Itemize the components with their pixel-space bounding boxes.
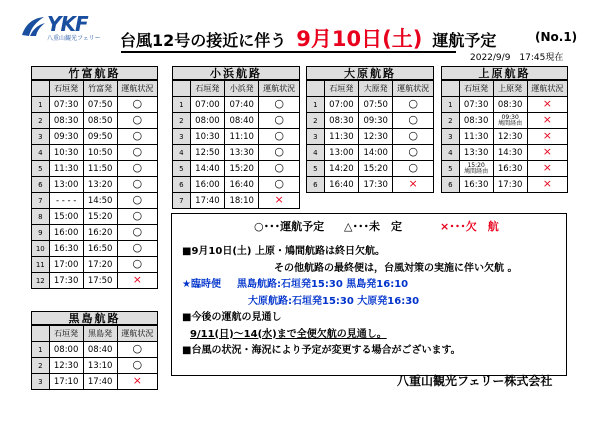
table-row <box>32 358 158 374</box>
extra-service-label: ★臨時便 <box>182 279 221 290</box>
departure-return: 11:50 <box>83 161 117 177</box>
departure-ishigaki: 16:00 <box>49 225 83 241</box>
route-uehara <box>441 66 568 193</box>
column-header: 大原発 <box>359 81 393 97</box>
table-row <box>32 193 158 209</box>
route-title: 竹富航路 <box>31 66 158 80</box>
departure-ishigaki: 13:00 <box>49 177 83 193</box>
scheduled-mark: ○ <box>408 145 418 158</box>
column-header: 運航状況 <box>117 81 157 97</box>
column-header: 石垣発 <box>49 81 83 97</box>
departure-ishigaki: 17:00 <box>49 257 83 273</box>
timetable <box>31 80 158 289</box>
operation-status <box>117 177 157 193</box>
departure-ishigaki: - - - - <box>49 193 83 209</box>
trip-number: 7 <box>173 193 191 209</box>
operation-status <box>259 177 300 193</box>
timetable <box>31 325 158 390</box>
trip-number: 4 <box>442 145 460 161</box>
table-row <box>32 209 158 225</box>
scheduled-mark: ○ <box>408 97 418 110</box>
departure-ishigaki: 11:30 <box>49 161 83 177</box>
departure-return: 13:20 <box>83 177 117 193</box>
outlook-heading: ■今後の運航の見通し <box>182 312 282 323</box>
operation-status <box>527 161 567 177</box>
trip-number: 4 <box>32 145 50 161</box>
operation-status <box>117 129 157 145</box>
column-header: 石垣発 <box>190 81 224 97</box>
departure-return: 13:30 <box>225 145 259 161</box>
departure-ishigaki: 07:30 <box>49 97 83 113</box>
scheduled-mark: ○ <box>408 113 418 126</box>
operation-status <box>117 97 157 113</box>
departure-ishigaki: 10:30 <box>190 129 224 145</box>
column-header: 竹富発 <box>83 81 117 97</box>
departure-return: 13:10 <box>83 358 117 374</box>
table-row <box>32 273 158 289</box>
timetable <box>441 80 568 193</box>
departure-return: 15:20 <box>83 209 117 225</box>
table-header-row <box>32 81 158 97</box>
operation-status <box>259 97 300 113</box>
table-row <box>32 113 158 129</box>
trip-number: 9 <box>32 225 50 241</box>
departure-ishigaki: 16:30 <box>49 241 83 257</box>
table-header-row <box>173 81 300 97</box>
departure-return: 17:20 <box>83 257 117 273</box>
departure-ishigaki: 16:40 <box>324 177 358 193</box>
trip-number: 7 <box>32 193 50 209</box>
scheduled-mark: ○ <box>132 193 143 206</box>
departure-return: 08:30 <box>493 97 527 113</box>
trip-number: 1 <box>307 97 325 113</box>
operation-status <box>527 129 567 145</box>
operation-status <box>393 129 434 145</box>
scheduled-mark: ○ <box>132 97 143 110</box>
operation-status <box>117 342 157 358</box>
operation-status <box>117 209 157 225</box>
departure-ishigaki: 07:00 <box>324 97 358 113</box>
trip-number: 3 <box>307 129 325 145</box>
table-row <box>307 177 434 193</box>
timetable <box>306 80 434 193</box>
table-row <box>32 342 158 358</box>
departure-ishigaki: 10:30 <box>49 145 83 161</box>
operation-status <box>259 129 300 145</box>
trip-number: 3 <box>32 374 50 390</box>
header-blank <box>442 81 460 97</box>
scheduled-mark: ○ <box>408 161 418 174</box>
table-row <box>173 113 300 129</box>
legend-undecided: △･･･未 定 <box>344 220 402 233</box>
table-row <box>442 161 568 177</box>
table-row <box>307 145 434 161</box>
departure-return: 08:50 <box>83 113 117 129</box>
title-date: 9月10日(土) <box>296 27 423 51</box>
departure-return: 17:40 <box>83 374 117 390</box>
trip-number: 8 <box>32 209 50 225</box>
operation-status <box>393 177 434 193</box>
table-header-row <box>442 81 568 97</box>
departure-return: 15:20 <box>359 161 393 177</box>
operation-status <box>259 113 300 129</box>
departure-return: 07:40 <box>225 97 259 113</box>
departure-ishigaki: 16:00 <box>190 177 224 193</box>
table-row <box>32 374 158 390</box>
trip-number: 11 <box>32 257 50 273</box>
trip-number: 2 <box>173 113 191 129</box>
departure-return: 14:30 <box>493 145 527 161</box>
departure-return: 16:40 <box>225 177 259 193</box>
notice-lines <box>182 244 517 360</box>
departure-return: 08:40 <box>225 113 259 129</box>
column-header: 石垣発 <box>459 81 493 97</box>
cancelled-mark: × <box>542 177 552 190</box>
logo-subtitle: 八重山観光フェリー <box>47 35 101 42</box>
cancelled-mark: × <box>542 145 552 158</box>
update-timestamp: 2022/9/9 17:45現在 <box>470 53 564 63</box>
departure-ishigaki: 15:00 <box>49 209 83 225</box>
trip-number: 5 <box>442 161 460 177</box>
logo-name: YKF <box>47 12 88 36</box>
departure-return: 07:50 <box>359 97 393 113</box>
departure-return: 17:50 <box>83 273 117 289</box>
trip-number: 6 <box>307 177 325 193</box>
departure-return: 11:10 <box>225 129 259 145</box>
trip-number: 5 <box>32 161 50 177</box>
page-title <box>120 23 496 49</box>
header-blank <box>32 326 50 342</box>
operation-status <box>393 161 434 177</box>
trip-number: 4 <box>173 145 191 161</box>
departure-ishigaki: 08:30 <box>324 113 358 129</box>
trip-number: 2 <box>32 113 50 129</box>
trip-number: 3 <box>442 129 460 145</box>
departure-ishigaki: 08:30 <box>49 113 83 129</box>
scheduled-mark: ○ <box>132 241 143 254</box>
trip-number: 6 <box>32 177 50 193</box>
scheduled-mark: ○ <box>132 145 143 158</box>
departure-return: 17:30 <box>493 177 527 193</box>
cancelled-mark: × <box>542 97 552 110</box>
cancelled-mark: × <box>274 193 284 206</box>
scheduled-mark: ○ <box>274 129 284 142</box>
scheduled-mark: ○ <box>132 342 143 355</box>
document-number: (No.1) <box>535 30 578 44</box>
departure-return: 12:30 <box>493 129 527 145</box>
departure-ishigaki: 13:00 <box>324 145 358 161</box>
departure-return: 17:30 <box>359 177 393 193</box>
trip-number: 1 <box>442 97 460 113</box>
header-blank <box>307 81 325 97</box>
operation-status <box>259 145 300 161</box>
table-row <box>32 257 158 273</box>
table-row <box>32 129 158 145</box>
trip-number: 2 <box>32 358 50 374</box>
departure-return: 16:20 <box>83 225 117 241</box>
table-row <box>32 225 158 241</box>
scheduled-mark: ○ <box>274 97 284 110</box>
scheduled-mark: ○ <box>132 113 143 126</box>
timetable <box>172 80 300 209</box>
column-header: 運航状況 <box>527 81 567 97</box>
operation-status <box>117 374 157 390</box>
table-row <box>32 97 158 113</box>
table-header-row <box>32 326 158 342</box>
departure-ishigaki: 17:30 <box>49 273 83 289</box>
column-header: 上原発 <box>493 81 527 97</box>
departure-ishigaki: 08:00 <box>49 342 83 358</box>
table-row <box>442 145 568 161</box>
departure-return: 18:10 <box>225 193 259 209</box>
operation-status <box>117 273 157 289</box>
table-row <box>32 241 158 257</box>
title-suffix: 運航予定 <box>432 31 497 50</box>
operation-status <box>117 161 157 177</box>
operation-status <box>117 113 157 129</box>
trip-number: 3 <box>32 129 50 145</box>
trip-number: 2 <box>442 113 460 129</box>
departure-ishigaki: 17:10 <box>49 374 83 390</box>
trip-number: 5 <box>173 161 191 177</box>
table-row <box>173 129 300 145</box>
scheduled-mark: ○ <box>132 209 143 222</box>
route-kuroshima <box>31 311 158 390</box>
operation-status <box>527 145 567 161</box>
departure-ishigaki: 08:30 <box>459 113 493 129</box>
trip-number: 4 <box>307 145 325 161</box>
operation-status <box>393 145 434 161</box>
scheduled-mark: ○ <box>274 145 284 158</box>
trip-number: 1 <box>32 97 50 113</box>
departure-ishigaki: 11:30 <box>324 129 358 145</box>
extra-service-ohara: 大原航路:石垣発15:30 大原発16:30 <box>248 295 420 307</box>
scheduled-mark: ○ <box>132 177 143 190</box>
table-row <box>32 145 158 161</box>
scheduled-mark: ○ <box>274 113 284 126</box>
table-row <box>32 177 158 193</box>
scheduled-mark: ○ <box>132 161 143 174</box>
operation-status <box>117 145 157 161</box>
departure-return: 08:40 <box>83 342 117 358</box>
column-header: 運航状況 <box>259 81 300 97</box>
departure-return: 09:30 <box>359 113 393 129</box>
operation-status <box>527 177 567 193</box>
trip-number: 2 <box>307 113 325 129</box>
column-header: 黒島発 <box>83 326 117 342</box>
route-title: 小浜航路 <box>172 66 300 80</box>
departure-return: 14:00 <box>359 145 393 161</box>
extra-service-row-1 <box>182 277 517 294</box>
operation-status <box>393 97 434 113</box>
title-underline <box>121 51 456 53</box>
trip-number: 1 <box>173 97 191 113</box>
column-header: 小浜発 <box>225 81 259 97</box>
departure-return: 14:50 <box>83 193 117 209</box>
header-blank <box>173 81 191 97</box>
departure-ishigaki: 08:00 <box>190 113 224 129</box>
column-header: 運航状況 <box>117 326 157 342</box>
route-title: 大原航路 <box>306 66 434 80</box>
table-row <box>442 177 568 193</box>
company-name: 八重山観光フェリー株式会社 <box>397 374 553 388</box>
table-row <box>173 145 300 161</box>
trip-number: 3 <box>173 129 191 145</box>
table-row <box>173 161 300 177</box>
notice-line-other: その他航路の最終便は，台風対策の実施に伴い欠航 。 <box>274 262 518 274</box>
operation-status <box>117 225 157 241</box>
ferry-logo-icon <box>20 15 46 39</box>
departure-ishigaki: 07:30 <box>459 97 493 113</box>
route-kohama <box>172 66 300 209</box>
cancelled-mark: × <box>408 177 418 190</box>
departure-return: 07:50 <box>83 97 117 113</box>
departure-ishigaki: 14:40 <box>190 161 224 177</box>
operation-status <box>117 257 157 273</box>
header-blank <box>32 81 50 97</box>
scheduled-mark: ○ <box>132 358 143 371</box>
trip-number: 1 <box>32 342 50 358</box>
table-row <box>173 177 300 193</box>
cancelled-mark: × <box>542 161 552 174</box>
column-header: 石垣発 <box>324 81 358 97</box>
scheduled-mark: ○ <box>132 257 143 270</box>
scheduled-mark: ○ <box>132 225 143 238</box>
table-row <box>32 161 158 177</box>
cancelled-mark: × <box>132 273 142 286</box>
trip-number: 6 <box>442 177 460 193</box>
route-title: 上原航路 <box>441 66 568 80</box>
trip-number: 10 <box>32 241 50 257</box>
operation-status <box>117 241 157 257</box>
departure-ishigaki: 17:40 <box>190 193 224 209</box>
extra-service-kuroshima: 黒島航路:石垣発15:30 黒島発16:10 <box>236 279 409 290</box>
departure-ishigaki: 07:00 <box>190 97 224 113</box>
operation-status <box>117 358 157 374</box>
table-row <box>307 97 434 113</box>
operation-status <box>393 113 434 129</box>
departure-return: 12:30 <box>359 129 393 145</box>
notice-box <box>171 213 567 376</box>
scheduled-mark: ○ <box>274 177 284 190</box>
departure-return: 15:20 <box>225 161 259 177</box>
departure-ishigaki: 11:30 <box>459 129 493 145</box>
table-row <box>307 129 434 145</box>
route-taketomi <box>31 66 158 289</box>
table-row <box>307 113 434 129</box>
departure-ishigaki: 16:30 <box>459 177 493 193</box>
trip-number: 12 <box>32 273 50 289</box>
warning-text: ■台風の状況・海況により予定が変更する場合がございます。 <box>182 345 461 356</box>
operation-status <box>527 97 567 113</box>
table-header-row <box>307 81 434 97</box>
table-row <box>442 97 568 113</box>
table-row <box>173 193 300 209</box>
cancelled-mark: × <box>132 374 142 387</box>
cancelled-mark: × <box>542 129 552 142</box>
column-header: 運航状況 <box>393 81 434 97</box>
route-ohara <box>306 66 434 193</box>
cancelled-mark: × <box>542 113 552 126</box>
departure-return: 10:50 <box>83 145 117 161</box>
departure-ishigaki: 13:30 <box>459 145 493 161</box>
scheduled-mark: ○ <box>132 129 143 142</box>
departure-ishigaki: 12:50 <box>190 145 224 161</box>
departure-return: 09:30 鳩間経由 <box>493 113 527 129</box>
table-row <box>442 113 568 129</box>
operation-status <box>527 113 567 129</box>
title-prefix: 台風12号の接近に伴う <box>120 31 287 50</box>
legend-scheduled: ○･･･運航予定 <box>254 220 325 233</box>
legend-cancelled: ×･･･欠 航 <box>440 220 499 233</box>
departure-ishigaki: 15:20 鳩間経由 <box>459 161 493 177</box>
operation-status <box>259 193 300 209</box>
scheduled-mark: ○ <box>408 129 418 142</box>
departure-ishigaki: 14:20 <box>324 161 358 177</box>
company-logo <box>20 13 120 45</box>
outlook-text: 9/11(日)～14(水)まで全便欠航の見通し。 <box>190 328 387 340</box>
departure-ishigaki: 12:30 <box>49 358 83 374</box>
departure-ishigaki: 09:30 <box>49 129 83 145</box>
trip-number: 5 <box>307 161 325 177</box>
operation-status <box>259 161 300 177</box>
column-header: 石垣発 <box>49 326 83 342</box>
departure-return: 16:30 <box>493 161 527 177</box>
table-row <box>442 129 568 145</box>
trip-number: 6 <box>173 177 191 193</box>
scheduled-mark: ○ <box>274 161 284 174</box>
operation-status <box>117 193 157 209</box>
table-row <box>173 97 300 113</box>
notice-line-main: ■9月10日(土) 上原・鳩間航路は終日欠航。 <box>182 246 385 257</box>
departure-return: 09:50 <box>83 129 117 145</box>
route-title: 黒島航路 <box>31 311 158 325</box>
table-row <box>307 161 434 177</box>
departure-return: 16:50 <box>83 241 117 257</box>
